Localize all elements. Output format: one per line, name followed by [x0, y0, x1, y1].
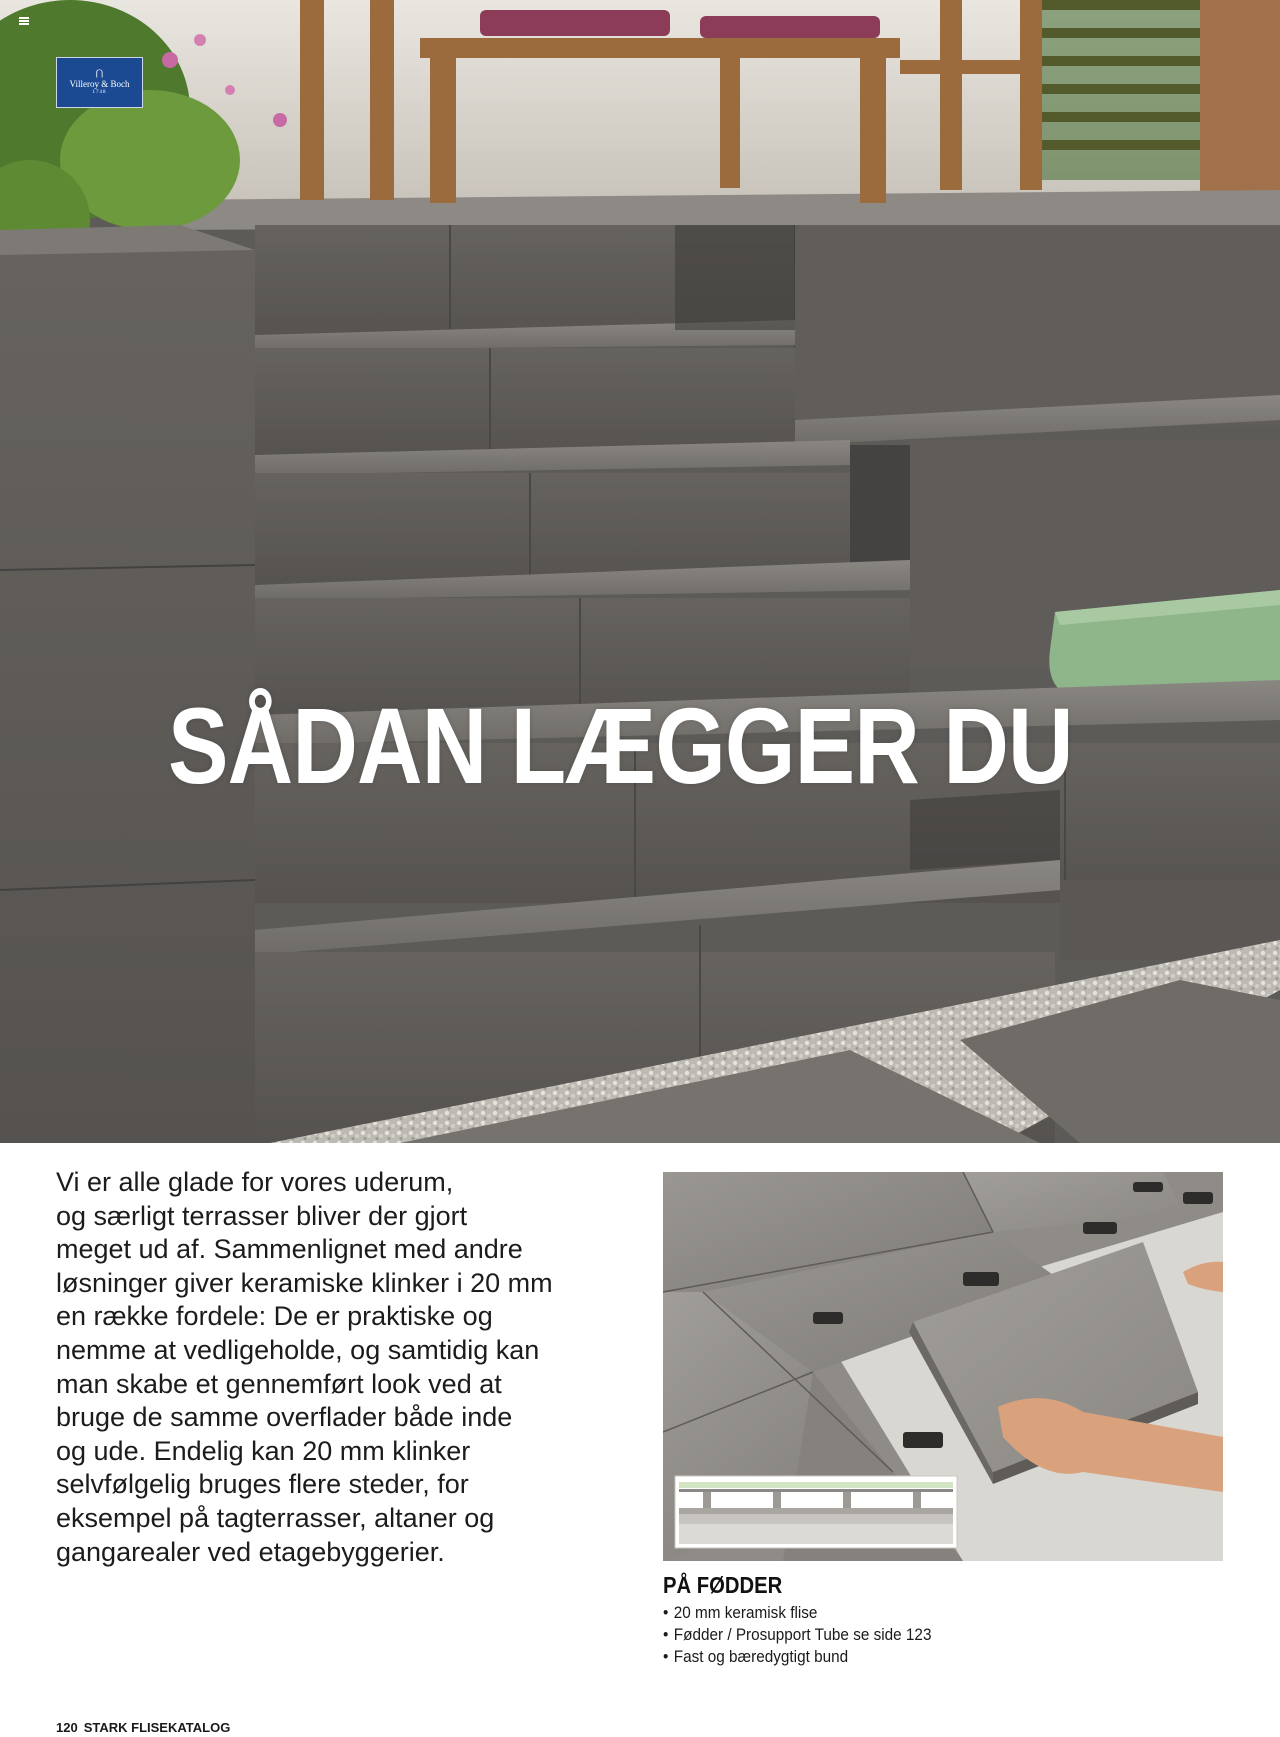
list-item: • Fødder / Prosupport Tube se side 123	[663, 1624, 931, 1646]
intro-line: løsninger giver keramiske klinker i 20 mm	[56, 1267, 553, 1298]
catalog-name: STARK FLISEKATALOG	[83, 1720, 231, 1735]
page-number: 120	[56, 1720, 78, 1735]
pedestal-installation-photo	[663, 1172, 1223, 1561]
intro-paragraph	[56, 1166, 596, 1569]
page-footer	[56, 1720, 230, 1735]
brand-logo	[56, 57, 143, 108]
intro-line: Vi er alle glade for vores uderum,	[56, 1167, 454, 1197]
feature-title: PÅ FØDDER	[663, 1572, 783, 1598]
logo-name: Villeroy & Boch	[69, 78, 130, 89]
hamburger-icon[interactable]	[19, 17, 29, 25]
intro-line: meget ud af. Sammenlignet med andre	[56, 1234, 523, 1265]
pedestal-illustration	[663, 1172, 1223, 1561]
intro-line: en række fordele: De er praktiske og	[56, 1301, 493, 1332]
logo-mark: ⋂	[95, 68, 104, 79]
intro-line: selvfølgelig bruges flere steder, for	[56, 1469, 469, 1500]
intro-line: gangarealer ved etagebyggerier.	[56, 1536, 445, 1567]
intro-line: bruge de samme overflader både inde	[56, 1402, 513, 1433]
intro-line: eksempel på tagterrasser, altaner og	[56, 1502, 495, 1533]
intro-line: nemme at vedligeholde, og samtidig kan	[56, 1334, 540, 1365]
logo-year: 1748	[92, 89, 107, 95]
intro-line: og særligt terrasser bliver der gjort	[56, 1200, 468, 1231]
list-item: • Fast og bæredygtigt bund	[663, 1646, 931, 1668]
feature-list	[663, 1602, 961, 1668]
intro-line: og ude. Endelig kan 20 mm klinker	[56, 1435, 471, 1466]
page-headline: SÅDAN LÆGGER DU	[168, 685, 1073, 806]
intro-line: man skabe et gennemført look ved at	[56, 1368, 502, 1399]
list-item: • 20 mm keramisk flise	[663, 1602, 931, 1624]
